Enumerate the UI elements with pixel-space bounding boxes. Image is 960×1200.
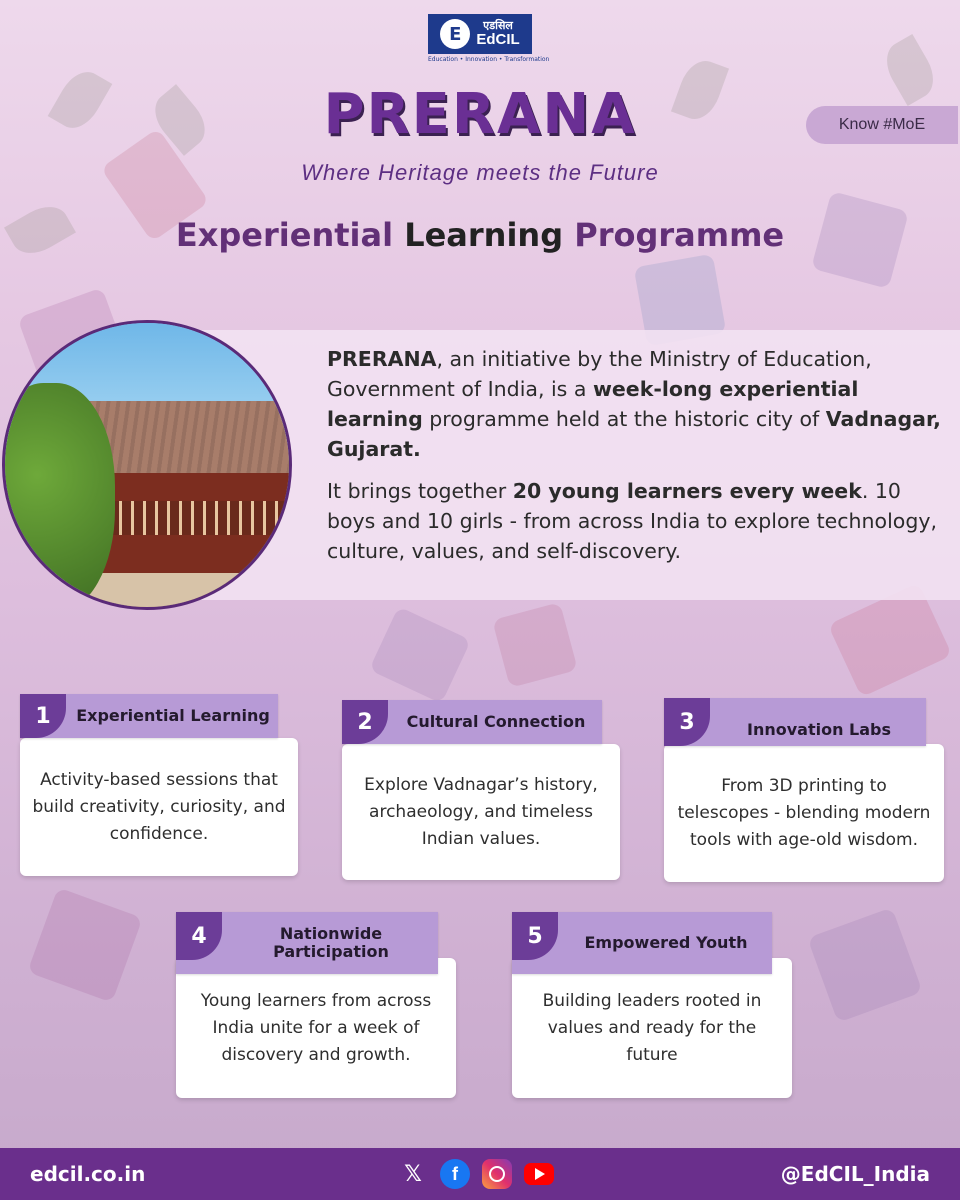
card-title: Innovation Labs (746, 720, 891, 739)
heading-part-1: Experiential (175, 216, 405, 254)
intro-paragraph-2 (327, 476, 947, 566)
footer-bar (0, 1148, 960, 1200)
x-icon[interactable]: 𝕏 (404, 1161, 422, 1187)
background-book-shape (492, 602, 578, 688)
intro-bold-location: Vadnagar, Gujarat. (327, 407, 941, 461)
heading-part-2: Learning (404, 216, 564, 254)
edcil-logo (428, 14, 550, 63)
intro-text-2: programme held at the historic city of (422, 407, 826, 431)
card-number: 4 (176, 912, 222, 960)
card-number: 2 (342, 700, 388, 744)
background-book-shape (369, 606, 471, 703)
intro-text-3: It brings together (327, 479, 513, 503)
logo-tagline: Education • Innovation • Transformation (428, 56, 550, 63)
intro-text-1: , an initiative by the Ministry of Education, Government of India, is a (327, 347, 872, 401)
programme-heading (0, 216, 960, 254)
card-title: Empowered Youth (584, 933, 748, 952)
page-title: PRERANA (323, 82, 637, 147)
youtube-icon[interactable] (524, 1163, 554, 1185)
intro-bold-week-long: week-long experiential learning (327, 377, 859, 431)
card-title: Experiential Learning (76, 706, 270, 725)
intro-text (327, 344, 947, 578)
facebook-icon[interactable]: f (440, 1159, 470, 1189)
background-book-shape (807, 907, 922, 1022)
card-description: Activity-based sessions that build creativity, curiosity, and confidence. (20, 738, 298, 876)
website-link[interactable]: edcil.co.in (30, 1162, 146, 1186)
card-title: Nationwide Participation (273, 924, 389, 961)
background-book-shape (27, 887, 142, 1002)
card-number: 1 (20, 694, 66, 738)
card-number: 3 (664, 698, 710, 746)
know-moe-badge: Know #MoE (806, 106, 958, 144)
intro-bold-learners: 20 young learners every week (512, 479, 862, 503)
heading-part-3: Programme (563, 216, 785, 254)
social-icons (398, 1159, 554, 1189)
card-description: Explore Vadnagar’s history, archaeology, and timeless Indian values. (342, 744, 620, 880)
edcil-logo-icon: E (440, 19, 470, 49)
heritage-building-photo (2, 320, 292, 610)
intro-paragraph-1 (327, 344, 947, 464)
card-number: 5 (512, 912, 558, 960)
intro-text-4: . 10 boys and 10 girls - from across India to explore technology, culture, values, and self-discovery. (327, 479, 937, 563)
instagram-icon[interactable] (482, 1159, 512, 1189)
card-description: From 3D printing to telescopes - blending modern tools with age-old wisdom. (664, 744, 944, 882)
social-handle[interactable]: @EdCIL_India (780, 1162, 930, 1186)
logo-english-text: EdCIL (476, 30, 520, 48)
intro-bold-prerana: PRERANA (327, 347, 437, 371)
logo-hindi-text: एडसिल (483, 19, 513, 33)
card-title: Cultural Connection (406, 712, 586, 731)
card-description: Building leaders rooted in values and ready for the future (512, 958, 792, 1098)
page-subtitle: Where Heritage meets the Future (301, 160, 659, 185)
card-description: Young learners from across India unite for a week of discovery and growth. (176, 958, 456, 1098)
